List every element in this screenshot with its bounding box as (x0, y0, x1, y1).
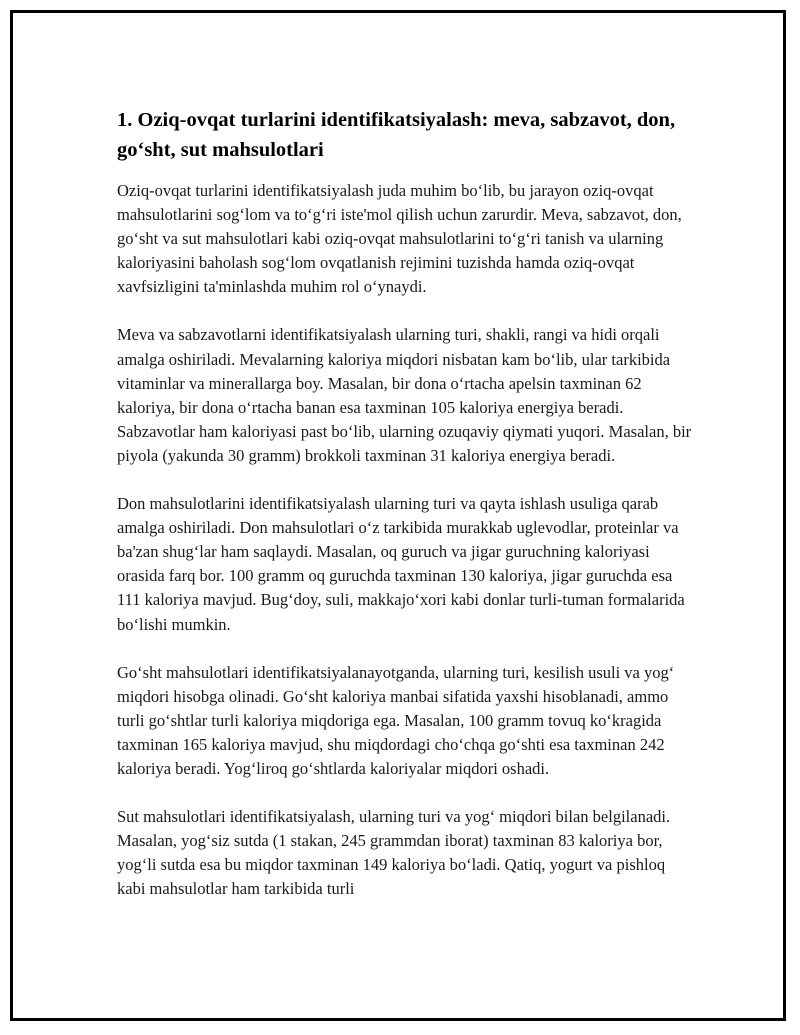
document-body (117, 105, 697, 925)
paragraph-grains: Don mahsulotlarini identifikatsiyalash ularning turi va qayta ishlash usuliga qarab amalga oshiriladi. Don mahsulotlari o‘z tarkibida murakkab uglevodlar, proteinlar va ba'zan shug‘lar ham saqlaydi. Masalan, oq guruch va jigar guruchning kaloriyasi orasida farq bor. 100 gramm oq guruchda taxminan 130 kaloriya, jigar guruchda esa 111 kaloriya mavjud. Bug‘doy, suli, makkajo‘xori kabi donlar turli-tuman formalarida bo‘lishi mumkin. (117, 494, 685, 634)
paragraph-dairy: Sut mahsulotlari identifikatsiyalash, ularning turi va yog‘ miqdori bilan belgilanadi. Masalan, yog‘siz sutda (1 stakan, 245 grammdan iborat) taxminan 83 kaloriya bor, yog‘li sutda esa bu miqdor taxminan 149 kaloriya bo‘ladi. Qatiq, yogurt va pishloq kabi mahsulotlar ham tarkibida turli (117, 807, 671, 899)
paragraph-meat: Go‘sht mahsulotlari identifikatsiyalanayotganda, ularning turi, kesilish usuli va yog‘ miqdori hisobga olinadi. Go‘sht kaloriya manbai sifatida yaxshi hisoblanadi, ammo turli go‘shtlar turli kaloriya miqdoriga ega. Masalan, 100 gramm tovuq ko‘kragida taxminan 165 kaloriya mavjud, shu miqdordagi cho‘chqa go‘shti esa taxminan 242 kaloriya beradi. Yog‘liroq go‘shtlarda kaloriyalar miqdori oshadi. (117, 662, 675, 778)
paragraph-fruits-vegetables: Meva va sabzavotlarni identifikatsiyalash ularning turi, shakli, rangi va hidi orqali amalga oshiriladi. Mevalarning kaloriya miqdori nisbatan kam bo‘lib, ular tarkibida vitaminlar va minerallarga boy. Masalan, bir dona o‘rtacha apelsin taxminan 62 kaloriya, bir dona o‘rtacha banan esa taxminan 105 kaloriya energiya beradi. Sabzavotlar ham kaloriyasi past bo‘lib, ularning ozuqaviy qiymati yuqori. Masalan, bir piyola (yakunda 30 gramm) brokkoli taxminan 31 kaloriya energiya beradi. (117, 325, 692, 465)
page-frame (10, 10, 786, 1021)
section-heading: 1. Oziq-ovqat turlarini identifikatsiyalash: meva, sabzavot, don, go‘sht, sut mahsulotlari (117, 109, 676, 161)
paragraph-intro: Oziq-ovqat turlarini identifikatsiyalash juda muhim bo‘lib, bu jarayon oziq-ovqat mahsulotlarini sog‘lom va to‘g‘ri iste'mol qilish uchun zarurdir. Meva, sabzavot, don, go‘sht va sut mahsulotlari kabi oziq-ovqat mahsulotlarini to‘g‘ri tanish va ularning kaloriyasini baholash sog‘lom ovqatlanish rejimini tuzishda hamda oziq-ovqat xavfsizligini ta'minlashda muhim rol o‘ynaydi. (117, 181, 682, 297)
